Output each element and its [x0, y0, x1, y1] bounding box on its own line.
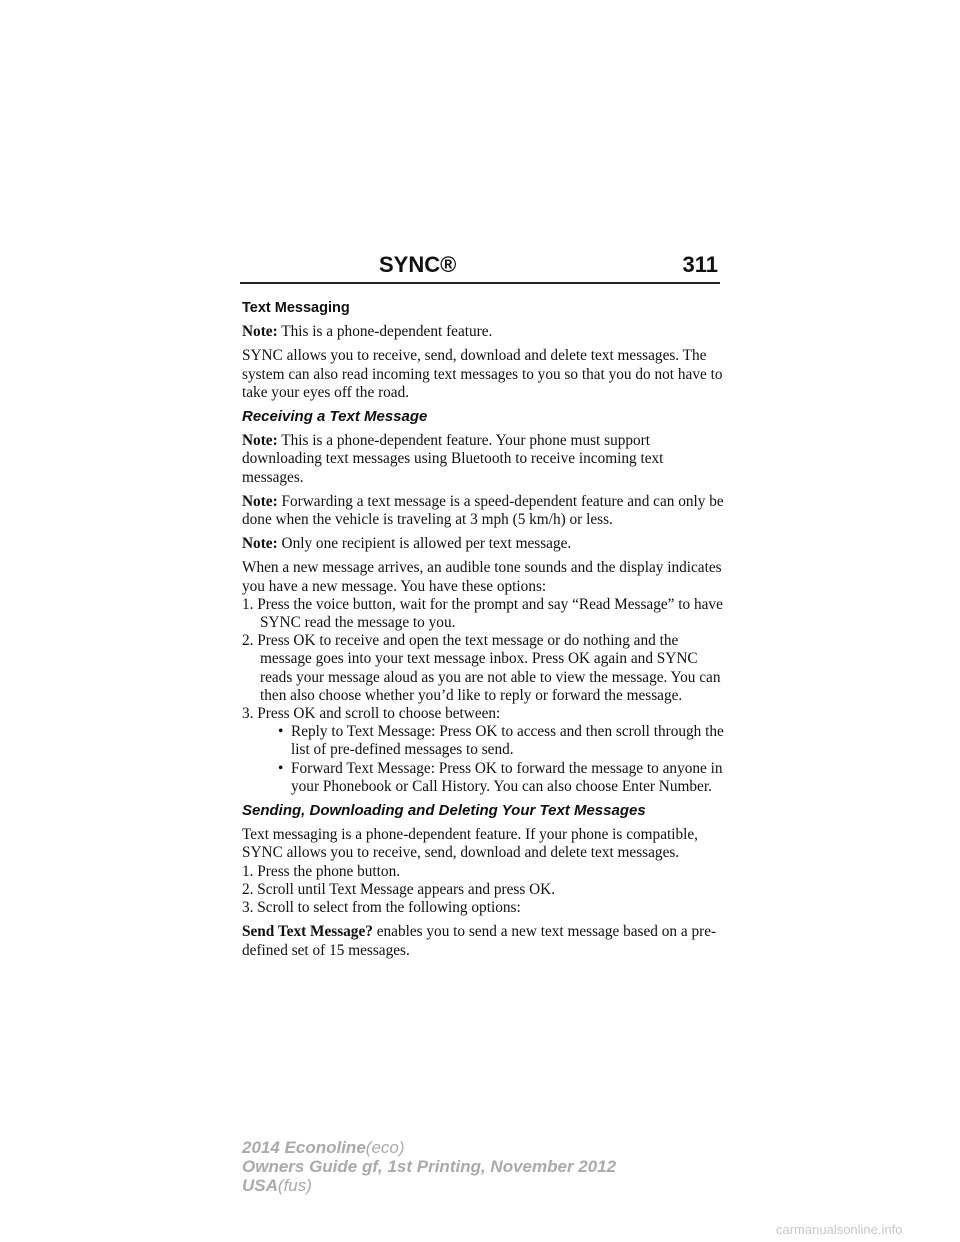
bullet-icon: •	[278, 723, 284, 741]
watermark: carmanualsonline.info	[776, 1222, 903, 1237]
bullet-item	[278, 723, 724, 759]
note-label: Note:	[242, 492, 278, 510]
note-label: Note:	[242, 432, 278, 450]
page-content	[242, 299, 724, 966]
send-label: Send Text Message?	[242, 923, 373, 941]
bullet-item	[278, 760, 724, 796]
note-label: Note:	[242, 535, 278, 553]
note	[242, 323, 724, 341]
note	[242, 493, 724, 529]
list-item: 1. Press the phone button.	[242, 862, 401, 880]
send-text-message-paragraph	[242, 923, 724, 959]
subsection-heading-sending: Sending, Downloading and Deleting Your Text Messages	[242, 802, 646, 820]
footer-line-market	[242, 1176, 616, 1195]
section-heading-text-messaging: Text Messaging	[242, 300, 350, 316]
note-text: This is a phone-dependent feature. Your phone must support downloading text messages using Bluetooth to receive incoming text messages.	[242, 432, 664, 486]
page-footer	[242, 1138, 616, 1195]
list-item: 2. Scroll until Text Message appears and press OK.	[242, 880, 556, 898]
note-text: Only one recipient is allowed per text message.	[281, 535, 572, 553]
steps-list	[242, 863, 724, 918]
footer-model-code: (eco)	[365, 1138, 405, 1157]
note-label: Note:	[242, 323, 278, 341]
paragraph-intro: SYNC allows you to receive, send, download and delete text messages. The system can also read incoming text messages to you so that you do not have to take your eyes off the road.	[242, 347, 723, 401]
page-number: 311	[682, 252, 718, 277]
paragraph-options-intro: When a new message arrives, an audible tone sounds and the display indicates you have a new message. You have these options:	[242, 559, 722, 595]
footer-market-code: (fus)	[277, 1176, 312, 1195]
paragraph-sending-intro: Text messaging is a phone-dependent feature. If your phone is compatible, SYNC allows you to receive, send, download and delete text messages.	[242, 826, 698, 862]
bullet-icon: •	[278, 759, 284, 777]
footer-model: 2014 Econoline	[242, 1138, 366, 1157]
list-item	[242, 705, 724, 796]
list-item: 2. Press OK to receive and open the text message or do nothing and the message goes into your text message inbox. Press OK again and SYNC reads your message aloud as you are not able to view the message. You can then also choose whether you’d like to reply or forward the message.	[242, 632, 721, 704]
page-header	[240, 252, 720, 288]
send-text: enables you to send a new text message based on a pre-defined set of 15 messages.	[242, 923, 717, 959]
bullet-text: Reply to Text Message: Press OK to access and then scroll through the list of pre-defined messages to send.	[291, 723, 724, 759]
note-text: Forwarding a text message is a speed-dependent feature and can only be done when the vehicle is traveling at 3 mph (5 km/h) or less.	[242, 492, 724, 529]
options-list	[242, 596, 724, 796]
list-item-text: 3. Press OK and scroll to choose between:	[242, 705, 501, 723]
note-text: This is a phone-dependent feature.	[281, 323, 493, 341]
footer-line-model	[242, 1138, 616, 1157]
chapter-title: SYNC®	[379, 252, 457, 277]
subsection-heading-receiving: Receiving a Text Message	[242, 408, 428, 426]
bullet-text: Forward Text Message: Press OK to forward the message to anyone in your Phonebook or Call History. You can also choose Enter Number.	[291, 759, 723, 795]
list-item: 1. Press the voice button, wait for the prompt and say “Read Message” to have SYNC read the message to you.	[242, 595, 723, 632]
note	[242, 535, 724, 553]
note	[242, 432, 724, 487]
footer-market: USA	[242, 1176, 278, 1195]
list-item: 3. Scroll to select from the following options:	[242, 899, 521, 917]
bullet-list	[260, 723, 724, 796]
header-rule	[240, 282, 720, 284]
footer-guide: Owners Guide gf, 1st Printing, November 2012	[242, 1157, 617, 1176]
